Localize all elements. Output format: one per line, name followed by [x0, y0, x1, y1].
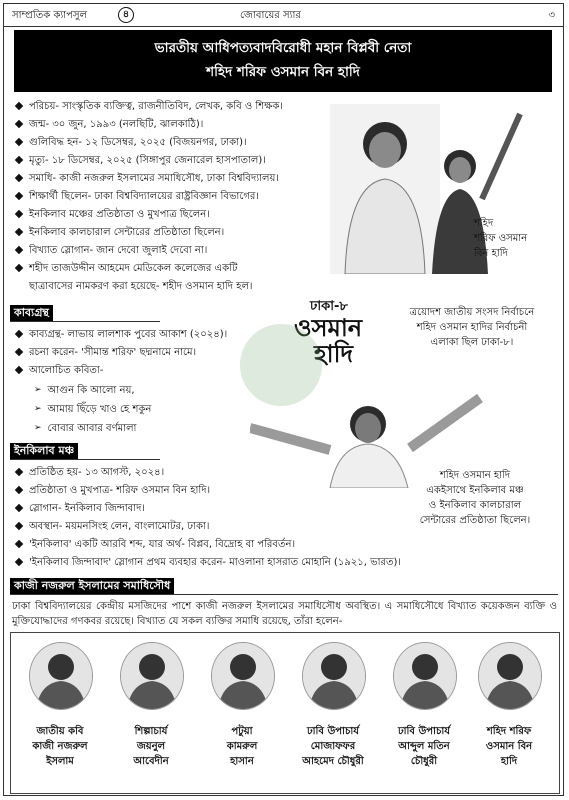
- bio-item: শহীদ তাজউদ্দীন আহমেদ মেডিকেল কলেজের একটি: [16, 260, 237, 278]
- title-line-1: ভারতীয় আধিপত্যবাদবিরোধী মহান বিপ্লবী নেতা: [154, 40, 412, 56]
- diamond-bullet-icon: [15, 228, 23, 236]
- diamond-bullet-icon: [15, 120, 23, 128]
- inqilab-item: 'ইনকিলাব' একটি আরবি শব্দ, যার অর্থ- বিপ্লব, বিদ্রোহ বা পরিবর্তন।: [16, 536, 295, 554]
- photo-caption: শহিদ শরিফ ওসমান বিন হাদি: [474, 218, 528, 259]
- diamond-bullet-icon: [15, 330, 23, 338]
- bio-item: শিক্ষার্থী ছিলেন- ঢাকা বিশ্ববিদ্যালয়ের রাষ্ট্রবিজ্ঞান বিভাগের।: [16, 188, 259, 206]
- inqilab-item: অবস্থান- ময়মনসিংহ লেন, বাংলামোটর, ঢাকা।: [16, 518, 209, 536]
- issue-number-badge: ৪: [118, 7, 134, 23]
- person-name: ঢাবি উপাচার্য আব্দুল মতিন চৌধুরী: [398, 726, 450, 767]
- section-rule: [10, 459, 160, 460]
- inqilab-item: প্রতিষ্ঠিত হয়- ১৩ আগস্ট, ২০২৪।: [16, 464, 164, 482]
- section-rule: [10, 594, 558, 595]
- portrait-nazrul-icon: [29, 642, 93, 710]
- inqilab-item: 'ইনকিলাব জিন্দাবাদ' স্লোগান প্রথম ব্যবহার করেন- মাওলানা হাসরাত মোহানি (১৯২১, ভারত)।: [16, 554, 401, 572]
- portrait-mozaffar-icon: [302, 642, 366, 710]
- diamond-bullet-icon: [15, 138, 23, 146]
- diamond-bullet-icon: [15, 348, 23, 356]
- chevron-right-icon: ➢: [34, 404, 42, 414]
- diamond-bullet-icon: [15, 192, 23, 200]
- section-rule: [10, 321, 160, 322]
- bio-item: সমাধি- কাজী নজরুল ইসলামের সমাধিসৌধ, ঢাকা বিশ্ববিদ্যালয়।: [16, 170, 279, 188]
- poem-item: ➢ বোবার আবার বর্ণমালা: [34, 419, 136, 438]
- page-header: [4, 4, 563, 27]
- bio-item: বিখ্যাত স্লোগান- জান দেবো জুলাই দেবো না।: [16, 242, 207, 260]
- diamond-bullet-icon: [15, 102, 23, 110]
- portrait-zainul-icon: [120, 642, 184, 710]
- chevron-right-icon: ➢: [34, 385, 42, 395]
- section-heading-nazrul: কাজী নজরুল ইসলামের সমাধিসৌধ: [10, 578, 174, 594]
- bio-item: মৃত্যু- ১৮ ডিসেম্বর, ২০২৫ (সিঙ্গাপুর জেনারেল হাসপাতাল)।: [16, 152, 266, 170]
- poem-item: ➢ আগুন কি আলো নয়,: [34, 381, 135, 400]
- diamond-bullet-icon: [15, 174, 23, 182]
- inqilab-item: স্লোগান- ইনকিলাব জিন্দাবাদ।: [16, 500, 145, 518]
- page-frame: [3, 3, 564, 796]
- title-line-2: শহিদ শরিফ ওসমান বিন হাদি: [206, 64, 360, 80]
- header-left-label: সাম্প্রতিক ক্যাপসুল: [12, 10, 88, 21]
- portrait-kamrul-icon: [211, 642, 275, 710]
- bio-item: গুলিবিদ্ধ হন- ১২ ডিসেম্বর, ২০২৫ (বিজয়নগর, ঢাকা)।: [16, 134, 247, 152]
- logo-top-text: ঢাকা-৮: [310, 299, 348, 314]
- election-note: ত্রয়োদশ জাতীয় সংসদ নির্বাচনে শহিদ ওসমান হাদির নির্বাচনী এলাকা ছিল ঢাকা-৮।: [409, 307, 535, 348]
- kabyo-item: আলোচিত কবিতা-: [16, 362, 103, 380]
- diamond-bullet-icon: [15, 264, 23, 272]
- diamond-bullet-icon: [15, 504, 23, 512]
- section-heading-kabyo: কাব্যগ্রন্থ: [10, 305, 53, 321]
- bio-item: ইনকিলাব মঞ্চের প্রতিষ্ঠাতা ও মুখপাত্র ছিলেন।: [16, 206, 210, 224]
- section-heading-inqilab: ইনকিলাব মঞ্চ: [10, 443, 78, 459]
- bio-item: ইনকিলাব কালচারাল সেন্টারের প্রতিষ্ঠাতা ছিলেন।: [16, 224, 224, 242]
- portrait-gallery: [10, 632, 560, 794]
- portrait-hadi-icon: [478, 642, 542, 710]
- poem-item: ➢ আমায় ছিঁড়ে খাও হে শকুন: [34, 400, 151, 419]
- person-name: জাতীয় কবি কাজী নজরুল ইসলাম: [32, 726, 88, 767]
- diamond-bullet-icon: [15, 522, 23, 530]
- person-name: শহিদ শরিফ ওসমান বিন হাদি: [485, 726, 533, 767]
- page-number: ৩: [548, 10, 555, 21]
- person-name: শিল্পাচার্য জয়নুল আবেদীন: [133, 726, 169, 767]
- person-name: পটুয়া কামরুল হাসান: [226, 726, 258, 767]
- header-author: জোবায়ের স্যার: [240, 10, 301, 21]
- chevron-right-icon: ➢: [34, 423, 42, 433]
- diamond-bullet-icon: [15, 366, 23, 374]
- logo-main-text-2: হাদি: [314, 340, 354, 366]
- bio-item: পরিচয়- সাংস্কৃতিক ব্যক্তিত্ব, রাজনীতিবিদ, লেখক, কবি ও শিক্ষক।: [16, 98, 283, 116]
- inqilab-caption: শহিদ ওসমান হাদি একইসাথে ইনকিলাব মঞ্চ ও ইনকিলাব কালচারাল সেন্টারের প্রতিষ্ঠাতা ছিলেন।: [419, 470, 531, 526]
- title-banner: [14, 30, 552, 92]
- diamond-bullet-icon: [15, 156, 23, 164]
- diamond-bullet-icon: [15, 210, 23, 218]
- person-name: ঢাবি উপাচার্য মোজাফফর আহমেদ চৌধুরী: [302, 726, 364, 767]
- diamond-bullet-icon: [15, 486, 23, 494]
- kabyo-item: কাব্যগ্রন্থ- লাভায় লালশাক পুবের আকাশ (২০২৪)।: [16, 326, 227, 344]
- diamond-bullet-icon: [15, 540, 23, 548]
- portrait-motin-icon: [393, 642, 457, 710]
- diamond-bullet-icon: [15, 558, 23, 566]
- bio-item-continuation: ছাত্রাবাসের নামকরণ করা হয়েছে- শহীদ ওসমান হাদি হল।: [29, 281, 253, 292]
- nazrul-paragraph: ঢাকা বিশ্ববিদ্যালয়ের কেন্দ্রীয় মসজিদের পাশে কাজী নজরুল ইসলামের সমাধিসৌধ অবস্থিত। এ সমাধিসৌধে বিখ্যাত কয়েকজন ব্যক্তি ও মুক্তিযোদ্ধাদের গণকবর রয়েছে। বিখ্যাত যে সকল ব্যক্তির সমাধি রয়েছে, তাঁরা হলেন-: [12, 601, 557, 627]
- logo-main-text: ওসমান: [294, 314, 363, 342]
- diamond-bullet-icon: [15, 246, 23, 254]
- kabyo-item: রচনা করেন- 'সীমান্ত শরিফ' ছদ্মনামে নামে।: [16, 344, 196, 362]
- inqilab-item: প্রতিষ্ঠাতা ও মুখপাত্র- শরিফ ওসমান বিন হাদি।: [16, 482, 210, 500]
- bio-item: জন্ম- ৩০ জুন, ১৯৯৩ (নলছিটি, ঝালকাঠি)।: [16, 116, 203, 134]
- diamond-bullet-icon: [15, 468, 23, 476]
